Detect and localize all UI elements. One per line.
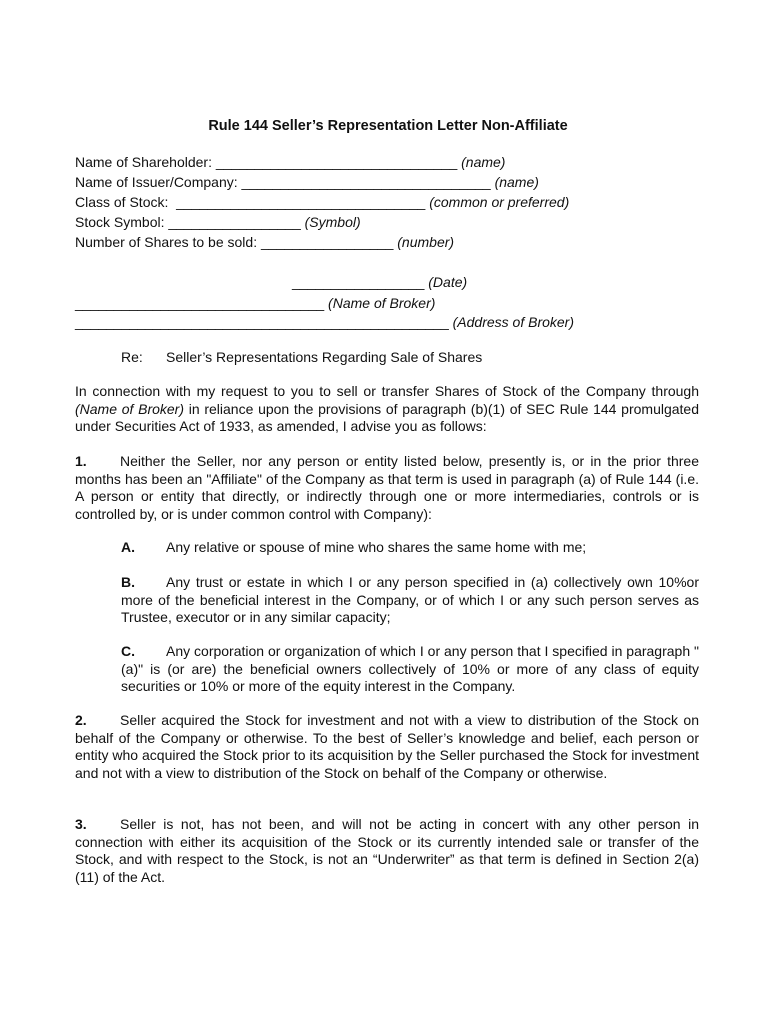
date-field bbox=[292, 274, 467, 291]
date-blank[interactable]: _________________ bbox=[292, 274, 425, 290]
item-1 bbox=[75, 453, 699, 523]
broker-address-field bbox=[75, 314, 574, 331]
issuer-blank[interactable]: ________________________________ bbox=[241, 174, 491, 190]
shares-field bbox=[75, 234, 454, 251]
item-number: 1. bbox=[75, 453, 87, 469]
subitem-letter: A. bbox=[121, 539, 135, 555]
subitem-c bbox=[121, 643, 699, 696]
document-title: Rule 144 Seller’s Representation Letter Non-Affiliate bbox=[208, 118, 568, 134]
date-hint: (Date) bbox=[428, 274, 468, 290]
shares-label: Number of Shares to be sold: bbox=[75, 234, 258, 250]
subitem-letter: C. bbox=[121, 643, 135, 659]
re-label: Re: bbox=[121, 349, 143, 365]
shares-blank[interactable]: _________________ bbox=[261, 234, 394, 250]
intro-paragraph bbox=[75, 383, 699, 436]
subitem-b bbox=[121, 574, 699, 627]
class-label: Class of Stock: bbox=[75, 194, 169, 210]
subitem-text: Any corporation or organization of which I or any person that I specified in paragraph "(a)" is (or are) the beneficial owners collectively of 10% or more of any class of equity securities or 10% or more of the equity interest in the Company. bbox=[121, 643, 699, 694]
address-hint: (Address of Broker) bbox=[452, 314, 574, 330]
item-3 bbox=[75, 816, 699, 886]
symbol-blank[interactable]: _________________ bbox=[168, 214, 301, 230]
symbol-hint: (Symbol) bbox=[304, 214, 361, 230]
item-text: Seller acquired the Stock for investment and not with a view to distribution of the Stock on behalf of the Company or otherwise. To the best of Seller’s knowledge and belief, each person or entity who acquired the Stock prior to its acquisition by the Seller purchased the Stock for investment and not with a view to distribution of the Stock on behalf of the Company or otherwise. bbox=[75, 712, 699, 781]
subject-line bbox=[121, 349, 482, 366]
shareholder-blank[interactable]: _______________________________ bbox=[215, 154, 458, 170]
subitem-text: Any trust or estate in which I or any person specified in (a) collectively own 10%or more of the beneficial interest in the Company, or of which I or any such person serves as Trustee, executor or in any similar capacity; bbox=[121, 574, 699, 625]
class-blank[interactable]: ________________________________ bbox=[176, 194, 426, 210]
item-text: Seller is not, has not been, and will not be acting in concert with any other person in connection with either its acquisition of the Stock or its currently intended sale or transfer of the Stock, and with respect to the Stock, is not an “Underwriter” as that term is defined in Section 2(a)(11) of the Act. bbox=[75, 816, 699, 885]
intro-text-1: In connection with my request to you to sell or transfer Shares of Stock of the Company through bbox=[75, 383, 699, 399]
symbol-field bbox=[75, 214, 361, 231]
re-text: Seller’s Representations Regarding Sale of Shares bbox=[166, 349, 483, 365]
subitem-a bbox=[121, 539, 699, 557]
item-text: Neither the Seller, nor any person or entity listed below, presently is, or in the prior three months has been an "Affiliate" of the Company as that term is used in paragraph (a) of Rule 144 (i.e. A person or entity that directly, or indirectly through one or more intermediaries, controls or is controlled by, or is under common control with Company): bbox=[75, 453, 699, 522]
shareholder-label: Name of Shareholder: bbox=[75, 154, 212, 170]
item-2 bbox=[75, 712, 699, 782]
subitem-letter: B. bbox=[121, 574, 135, 590]
intro-text-2: in reliance upon the provisions of paragraph (b)(1) of SEC Rule 144 promulgated under Securities Act of 1933, as amended, I advise you as follows: bbox=[75, 400, 700, 434]
issuer-hint: (name) bbox=[494, 174, 539, 190]
shareholder-field bbox=[75, 154, 505, 171]
class-field bbox=[75, 194, 569, 211]
symbol-label: Stock Symbol: bbox=[75, 214, 165, 230]
class-hint: (common or preferred) bbox=[429, 194, 570, 210]
intro-broker-ref: (Name of Broker) bbox=[75, 400, 185, 417]
shares-hint: (number) bbox=[397, 234, 455, 250]
broker-blank[interactable]: ________________________________ bbox=[75, 295, 325, 311]
issuer-label: Name of Issuer/Company: bbox=[75, 174, 238, 190]
item-number: 3. bbox=[75, 816, 87, 832]
item-number: 2. bbox=[75, 712, 87, 728]
address-blank[interactable]: ________________________________________________ bbox=[75, 314, 449, 330]
broker-field bbox=[75, 295, 435, 312]
subitem-text: Any relative or spouse of mine who shares the same home with me; bbox=[166, 539, 587, 555]
issuer-field bbox=[75, 174, 539, 191]
shareholder-hint: (name) bbox=[461, 154, 506, 170]
broker-hint: (Name of Broker) bbox=[328, 295, 436, 311]
